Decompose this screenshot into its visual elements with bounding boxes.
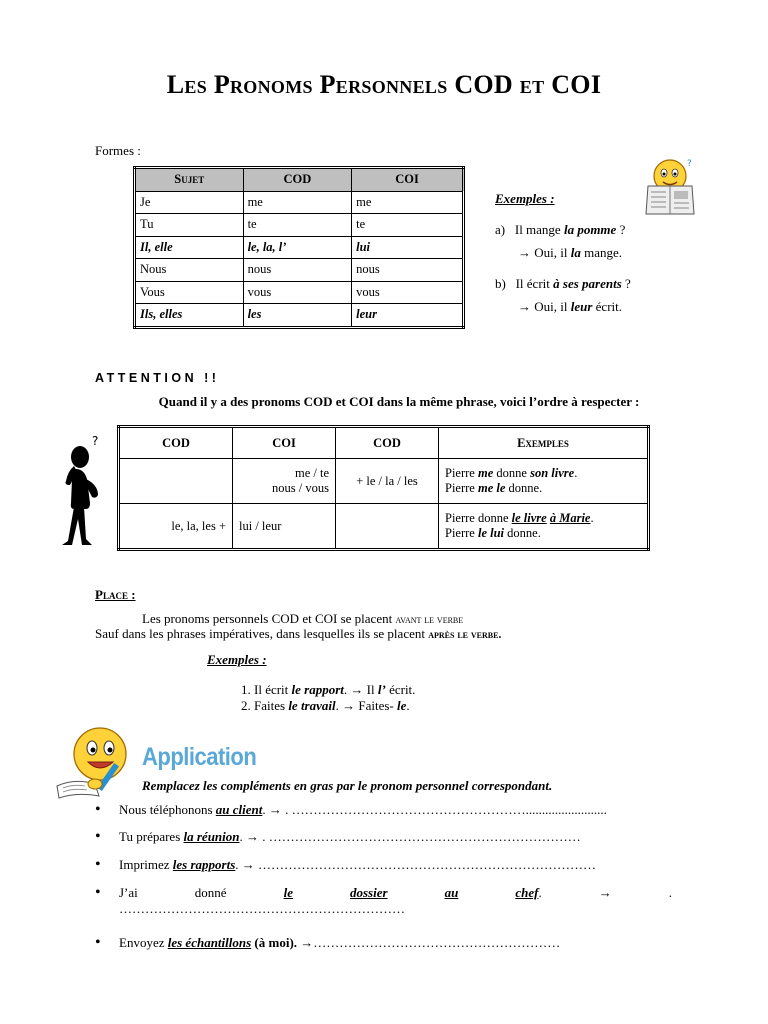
- exercise-text: Nous téléphonons: [119, 802, 216, 817]
- example-text: Faites: [254, 698, 289, 713]
- thinking-figure-icon: [54, 433, 106, 555]
- example-text: écrit.: [385, 682, 416, 697]
- arrow-icon: →: [350, 682, 364, 697]
- order-instruction: Quand il y a des pronoms COD et COI dans la même phrase, voici l’ordre à respecter :: [158, 394, 640, 409]
- table-cell: me: [352, 191, 464, 214]
- example-text: Pierre: [445, 466, 478, 480]
- table-cell: le, la, les +: [119, 504, 233, 550]
- column-header-cod: COD: [243, 168, 352, 192]
- table-header-row: [119, 427, 649, 459]
- exercise-text: .: [262, 802, 269, 817]
- answer-blank[interactable]: . ………………………………………………………………: [259, 829, 581, 844]
- example-bold: le livre: [511, 511, 547, 525]
- attention-heading: ATTENTION !!: [95, 371, 220, 385]
- cell-line: me / te: [294, 466, 329, 480]
- table-cell: [336, 504, 439, 550]
- exercise-text: Imprimez: [119, 857, 173, 872]
- list-item: [254, 698, 415, 714]
- place-heading: Place :: [95, 587, 136, 602]
- example-a-question: [495, 222, 625, 238]
- table-row: [119, 459, 649, 504]
- pronoun-order-table: [117, 425, 650, 551]
- exercise-text: • J’ai: [119, 885, 138, 900]
- column-header-coi: COI: [352, 168, 464, 192]
- example-text: donne: [493, 466, 531, 480]
- example-b-answer: [518, 299, 622, 315]
- example-text: Il mange: [514, 222, 564, 237]
- table-row: [135, 281, 464, 304]
- example-text: ?: [621, 276, 631, 291]
- cell-line: [445, 511, 641, 526]
- list-item: [95, 885, 675, 935]
- table-cell: lui / leur: [233, 504, 336, 550]
- column-header-cod: COD: [119, 427, 233, 459]
- arrow-icon: →: [246, 829, 260, 844]
- table-cell: Ils, elles: [135, 304, 244, 328]
- place-emphasis: avant le verbe: [395, 614, 464, 626]
- example-text: .: [335, 698, 343, 713]
- place-emphasis: après le verbe.: [428, 629, 502, 641]
- cell-line: [445, 466, 641, 481]
- example-bold: le lui: [477, 526, 505, 540]
- example-bold: le: [397, 698, 407, 713]
- exercise-text: .: [668, 885, 672, 900]
- example-text: Faites-: [355, 698, 397, 713]
- example-a-label: a): [495, 222, 506, 237]
- example-bold: la: [570, 245, 581, 260]
- exercise-bold: chef: [515, 885, 539, 900]
- example-bold: son livre: [530, 466, 575, 480]
- example-text: ?: [616, 222, 626, 237]
- table-cell: les: [243, 304, 352, 328]
- example-bold: à Marie: [549, 511, 591, 525]
- example-text: donne.: [504, 526, 541, 540]
- exercise-text: Tu prépares: [119, 829, 184, 844]
- table-cell: Nous: [135, 259, 244, 282]
- table-row: [135, 191, 464, 214]
- example-b-label: b): [495, 276, 506, 291]
- table-cell: nous: [243, 259, 352, 282]
- exercise-bold: la réunion: [183, 829, 240, 844]
- arrow-icon: →: [342, 698, 356, 713]
- application-title: Application: [142, 742, 257, 771]
- arrow-icon: →: [598, 885, 612, 900]
- place-line-2: [95, 626, 501, 642]
- example-bold: leur: [570, 299, 593, 314]
- column-header-exemples: Exemples: [439, 427, 649, 459]
- example-text: .: [574, 466, 578, 480]
- example-bold: la pomme: [563, 222, 617, 237]
- arrow-icon: →: [518, 299, 531, 314]
- table-cell: lui: [352, 236, 464, 259]
- list-item: [95, 935, 675, 961]
- table-cell: vous: [243, 281, 352, 304]
- table-cell: nous: [352, 259, 464, 282]
- example-text: .: [406, 698, 410, 713]
- application-instruction: Remplacez les compléments en gras par le pronom personnel correspondant.: [142, 778, 553, 793]
- exercise-text: .: [538, 885, 542, 900]
- table-cell: Tu: [135, 214, 244, 237]
- example-a-answer: [518, 245, 622, 261]
- place-line-1: [142, 611, 463, 627]
- cell-line: [445, 526, 641, 541]
- example-bold: me le: [477, 481, 506, 495]
- place-text: Les pronoms personnels COD et COI se placent: [142, 611, 396, 626]
- example-bold: à ses parents: [553, 276, 622, 291]
- table-row: [135, 259, 464, 282]
- list-item: [95, 829, 675, 857]
- exercise-list: [95, 802, 675, 961]
- table-row: [135, 236, 464, 259]
- exercise-bold: les rapports: [172, 857, 236, 872]
- example-bold: l’: [377, 682, 386, 697]
- table-cell: + le / la / les: [336, 459, 439, 504]
- arrow-icon: →: [241, 857, 255, 872]
- table-cell: le, la, l’: [243, 236, 352, 259]
- table-row: [135, 304, 464, 328]
- answer-blank[interactable]: ……………………………………………………………………: [254, 857, 597, 872]
- table-cell: leur: [352, 304, 464, 328]
- formes-label: Formes :: [95, 143, 141, 158]
- example-text: Oui, il: [534, 245, 571, 260]
- example-bold: me: [477, 466, 494, 480]
- table-header-row: [135, 168, 464, 192]
- table-cell: Il, elle: [135, 236, 244, 259]
- cell-line: [445, 481, 641, 496]
- exercise-bold: le: [283, 885, 293, 900]
- pronoun-forms-table: [133, 166, 465, 329]
- example-bold: le rapport: [291, 682, 344, 697]
- column-header-cod-2: COD: [336, 427, 439, 459]
- cell-line: nous / vous: [272, 481, 329, 495]
- answer-blank[interactable]: …………………………………………………: [313, 935, 561, 950]
- example-text: .: [343, 682, 351, 697]
- example-text: Pierre donne: [445, 511, 512, 525]
- table-cell: me: [243, 191, 352, 214]
- example-text: écrit.: [592, 299, 622, 314]
- exemples-2-heading: Exemples :: [207, 652, 267, 667]
- page-title: Les Pronoms Personnels COD et COI: [166, 70, 602, 99]
- exercise-justified-line: [119, 885, 672, 901]
- arrow-icon: →: [518, 245, 531, 260]
- exercise-bold: au client: [215, 802, 263, 817]
- exercise-text: .: [239, 829, 247, 844]
- exercise-bold: au: [444, 885, 459, 900]
- svg-text:?: ?: [92, 434, 99, 448]
- example-text: Il: [363, 682, 378, 697]
- place-text: Sauf dans les phrases impératives, dans lesquelles ils se placent: [95, 626, 429, 641]
- table-row: [119, 504, 649, 550]
- smiley-newspaper-icon: [640, 156, 700, 222]
- example-bold: le travail: [288, 698, 336, 713]
- example-text: Il écrit: [515, 276, 554, 291]
- table-cell: [119, 459, 233, 504]
- table-cell: Vous: [135, 281, 244, 304]
- answer-blank[interactable]: . ……………………………………………….........................: [281, 802, 607, 817]
- table-cell: te: [352, 214, 464, 237]
- svg-text:?: ?: [687, 159, 692, 169]
- example-text: Oui, il: [534, 299, 571, 314]
- arrow-icon: →: [268, 802, 282, 817]
- table-cell: te: [243, 214, 352, 237]
- example-text: Pierre: [445, 481, 478, 495]
- example-text: donne.: [505, 481, 543, 495]
- example-b-question: [495, 276, 631, 292]
- table-cell: [439, 504, 649, 550]
- column-header-coi: COI: [233, 427, 336, 459]
- exemples-heading: Exemples :: [495, 191, 555, 206]
- example-text: .: [590, 511, 594, 525]
- answer-blank[interactable]: …………………………………………………………: [119, 901, 405, 916]
- exercise-bold: (à moi).: [251, 935, 301, 950]
- exercise-text: .: [235, 857, 242, 872]
- exercise-text: Envoyez: [119, 935, 168, 950]
- exercise-text: donné: [194, 885, 227, 900]
- list-item: [95, 802, 675, 829]
- list-item: [95, 857, 675, 885]
- example-text: mange.: [580, 245, 623, 260]
- exercise-bold: dossier: [350, 885, 388, 900]
- smiley-writing-icon: [55, 722, 135, 806]
- table-cell: [233, 459, 336, 504]
- exercise-bold: les échantillons: [167, 935, 252, 950]
- arrow-icon: →: [300, 935, 314, 950]
- table-cell: [439, 459, 649, 504]
- table-cell: vous: [352, 281, 464, 304]
- examples-list: [230, 682, 415, 714]
- example-text: Pierre: [445, 526, 478, 540]
- example-text: Il écrit: [254, 682, 292, 697]
- table-row: [135, 214, 464, 237]
- list-item: [254, 682, 415, 698]
- column-header-sujet: Sujet: [135, 168, 244, 192]
- table-cell: Je: [135, 191, 244, 214]
